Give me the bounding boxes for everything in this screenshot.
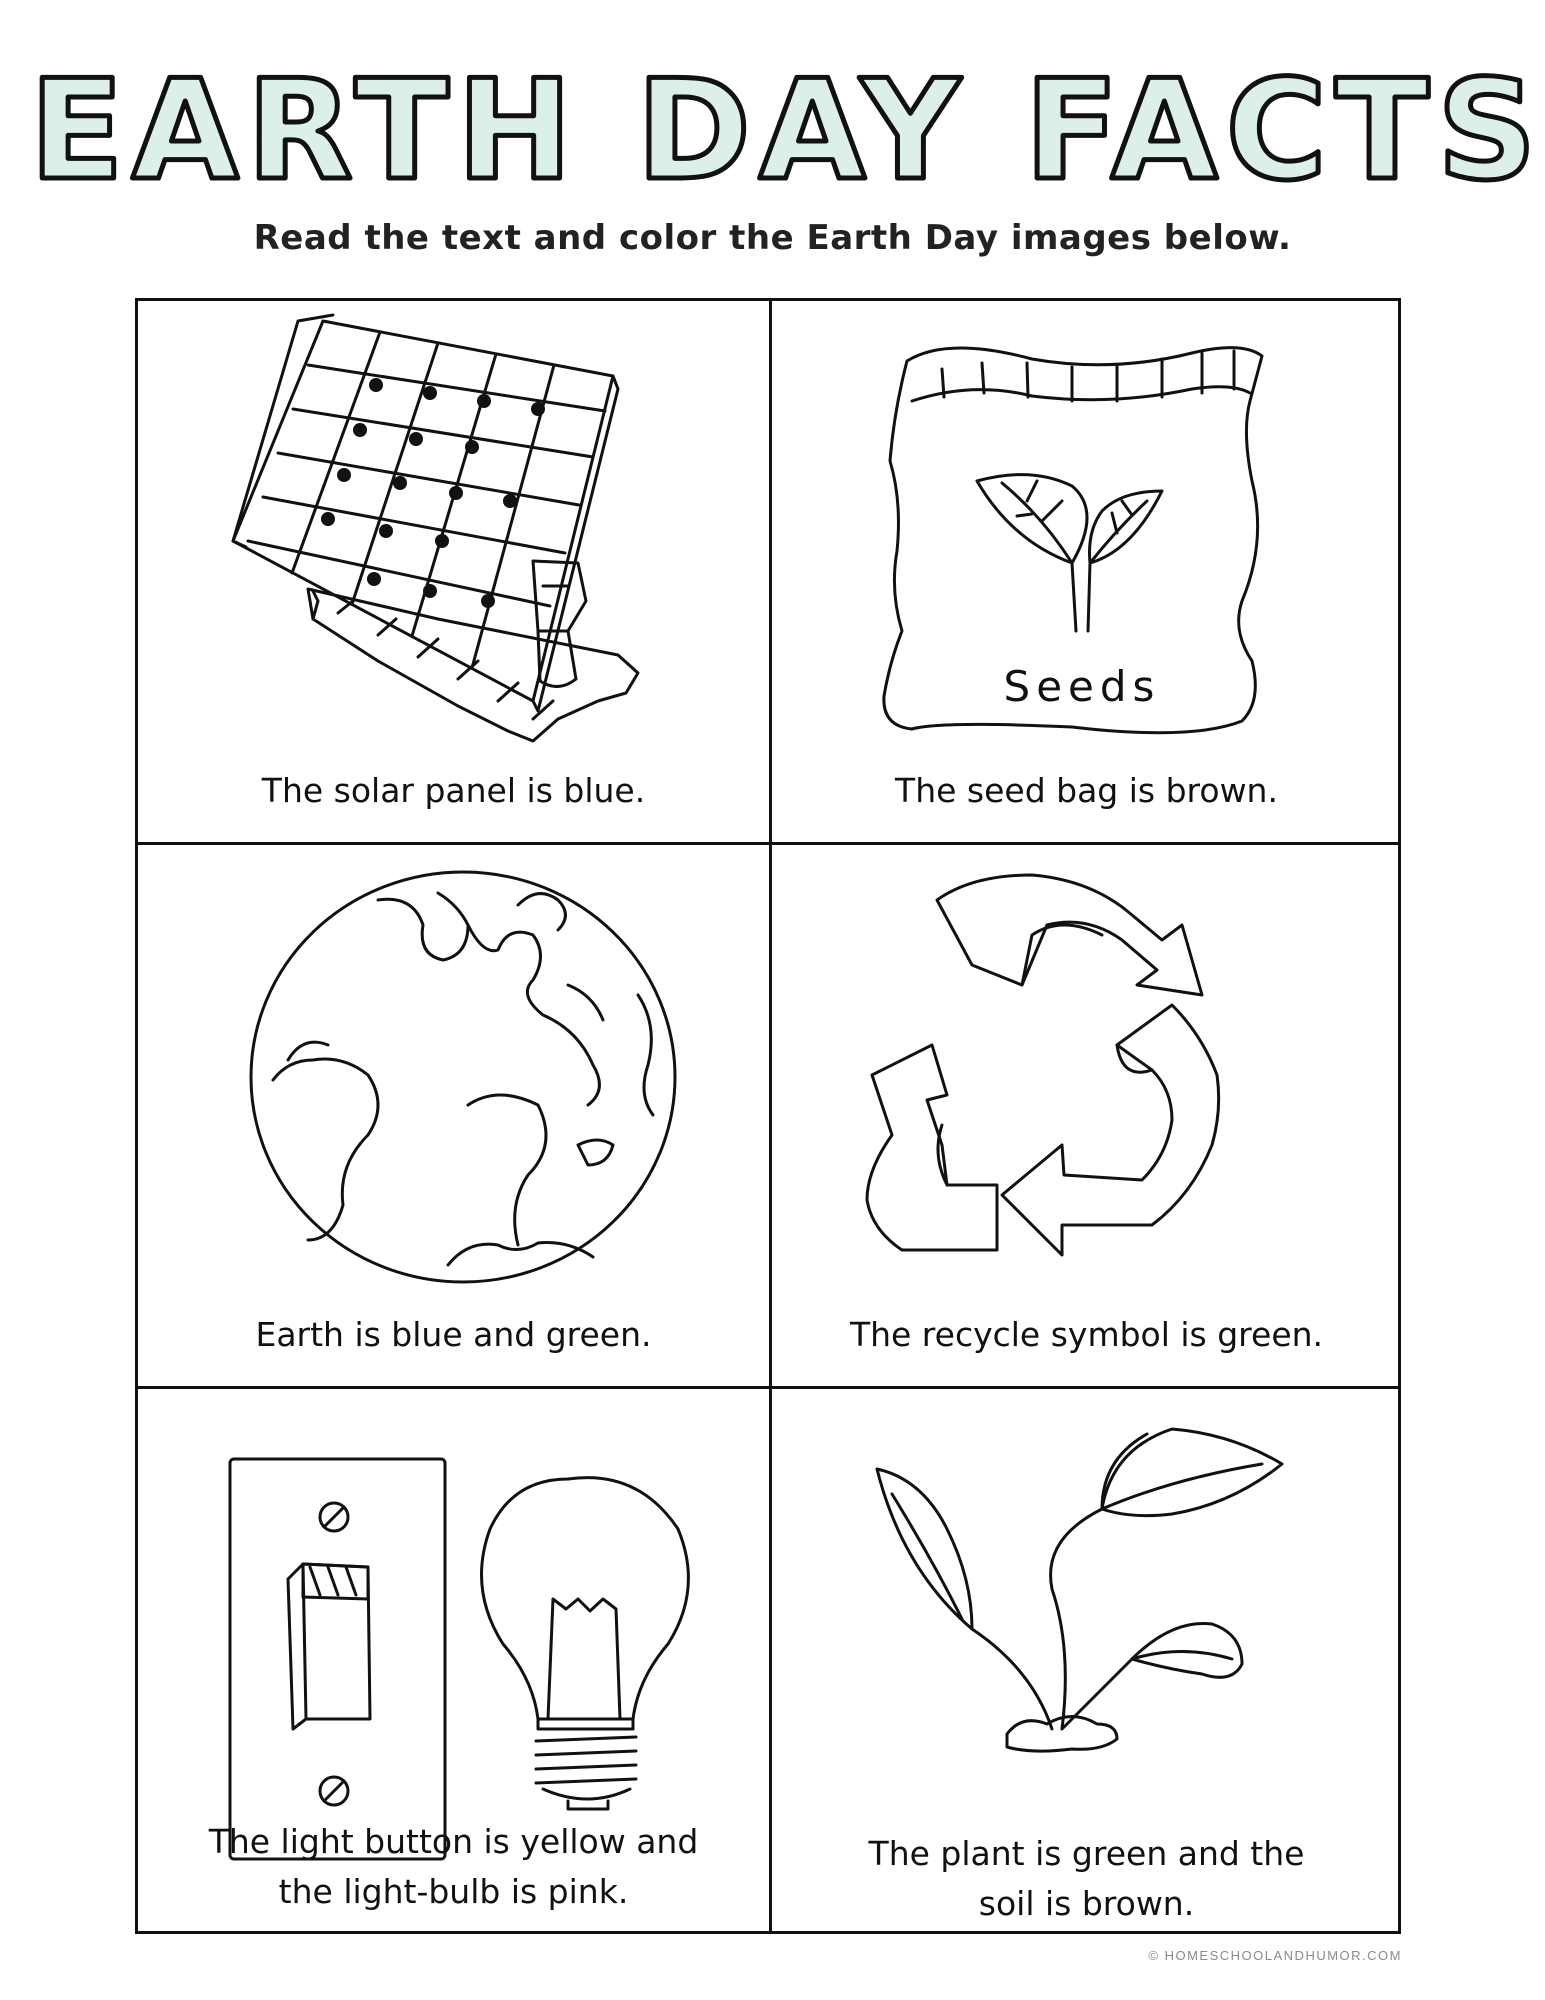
fact-card-seed-bag <box>772 301 1401 842</box>
caption-line: the light-bulb is pink. <box>278 1872 629 1911</box>
fact-card-recycle <box>772 845 1401 1386</box>
page-title <box>0 0 1545 200</box>
recycle-symbol-icon <box>772 845 1401 1386</box>
light-bulb-icon <box>482 1478 689 1719</box>
seed-bag-label: Seeds <box>1003 662 1161 711</box>
caption-line: The plant is green and the <box>868 1834 1305 1873</box>
caption-line: soil is brown. <box>978 1884 1195 1923</box>
fact-card-solar-panel <box>138 301 769 842</box>
facts-grid <box>135 298 1401 1934</box>
caption-line: The light button is yellow and <box>208 1822 699 1861</box>
earth-globe-icon <box>138 845 769 1386</box>
footer-credit: © HOMESCHOOLANDHUMOR.COM <box>1148 1948 1402 1963</box>
caption-line: The solar panel is blue. <box>261 771 646 810</box>
fact-card-plant <box>772 1389 1401 1931</box>
fact-card-earth <box>138 845 769 1386</box>
title-text: EARTH DAY FACTS <box>29 50 1545 200</box>
caption-line: The seed bag is brown. <box>895 771 1278 810</box>
fact-card-light <box>138 1389 769 1931</box>
caption-line: Earth is blue and green. <box>255 1315 652 1354</box>
light-switch-icon <box>230 1459 445 1859</box>
caption-line: The recycle symbol is green. <box>849 1315 1324 1354</box>
solar-panel-icon <box>138 301 769 842</box>
subtitle: Read the text and color the Earth Day images below. <box>253 218 1292 258</box>
seed-bag-icon <box>772 301 1401 842</box>
